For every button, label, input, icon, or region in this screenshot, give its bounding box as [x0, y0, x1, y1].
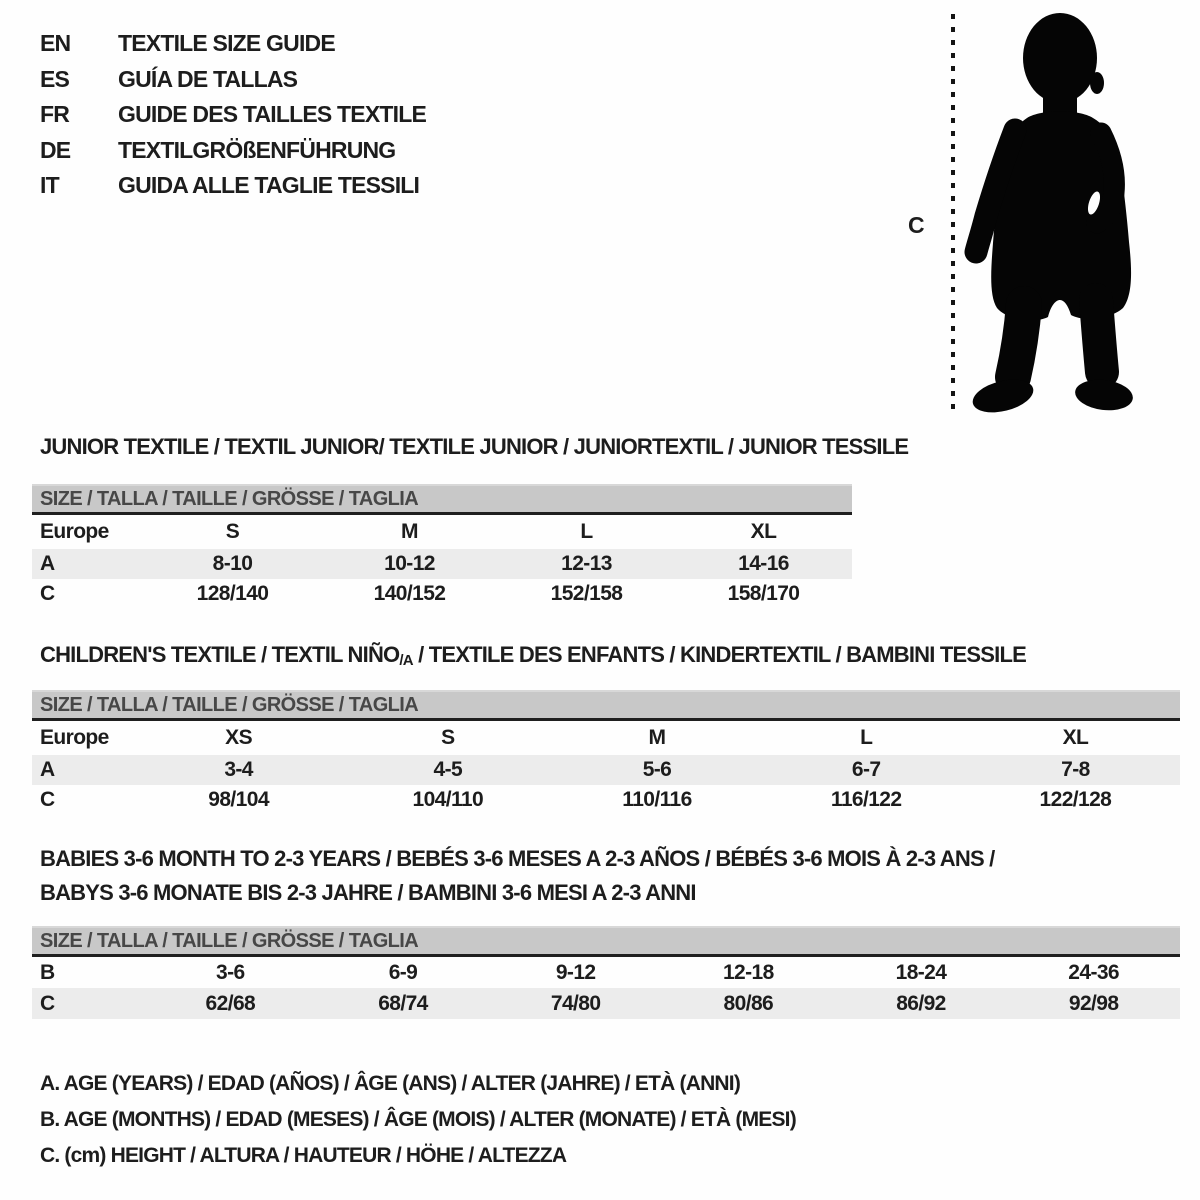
- babies-section-title-line2: BABYS 3-6 MONATE BIS 2-3 JAHRE / BAMBINI 3-6 MESI A 2-3 ANNI: [40, 880, 696, 905]
- size-header-bar: SIZE / TALLA / TAILLE / GRÖSSE / TAGLIA: [32, 690, 1180, 721]
- table-cell: 158/170: [727, 582, 800, 605]
- size-column: S: [225, 520, 240, 543]
- table-cell: 128/140: [196, 582, 269, 605]
- language-row: [40, 26, 426, 62]
- children-title-pre: CHILDREN'S TEXTILE / TEXTIL NIÑO: [40, 642, 400, 667]
- size-column: XS: [225, 726, 252, 749]
- table-cell: 152/158: [550, 582, 623, 605]
- region-label: Europe: [40, 726, 109, 749]
- table-header-row: [32, 515, 852, 549]
- table-cell: 3-4: [224, 758, 253, 781]
- size-column: S: [441, 726, 455, 749]
- table-cell: 6-7: [851, 758, 881, 781]
- language-title: GUIDA ALLE TAGLIE TESSILI: [118, 172, 420, 199]
- size-column: XL: [750, 520, 777, 543]
- table-cell: 140/152: [373, 582, 446, 605]
- table-header-row: [32, 721, 1180, 755]
- language-code: FR: [40, 101, 70, 128]
- table-cell: 6-9: [388, 960, 418, 984]
- language-title: GUIDE DES TAILLES TEXTILE: [118, 101, 426, 128]
- table-cell: 7-8: [1061, 758, 1090, 781]
- size-column: M: [648, 726, 666, 749]
- table-cell: 74/80: [550, 991, 601, 1015]
- table-cell: 80/86: [723, 991, 774, 1015]
- table-cell: 122/128: [1039, 788, 1112, 811]
- language-title-list: [40, 26, 426, 204]
- language-code: IT: [40, 172, 59, 199]
- table-cell: 3-6: [216, 960, 245, 984]
- language-title: TEXTILGRÖßENFÜHRUNG: [118, 136, 396, 163]
- table-cell: 12-13: [561, 552, 612, 575]
- table-cell: 92/98: [1068, 991, 1119, 1015]
- size-header-bar: SIZE / TALLA / TAILLE / GRÖSSE / TAGLIA: [32, 484, 852, 515]
- region-label: Europe: [40, 520, 109, 543]
- row-label: C: [40, 991, 55, 1015]
- row-label: A: [40, 552, 55, 575]
- language-title: GUÍA DE TALLAS: [118, 65, 298, 92]
- junior-size-table: [32, 484, 852, 609]
- row-label: C: [40, 788, 55, 811]
- row-label: B: [40, 960, 55, 984]
- language-code: EN: [40, 30, 71, 57]
- language-row: [40, 62, 426, 98]
- table-cell: 110/116: [622, 788, 692, 811]
- table-cell: 24-36: [1068, 960, 1120, 984]
- table-cell: 18-24: [895, 960, 947, 984]
- footnote-age-years: A. AGE (YEARS) / EDAD (AÑOS) / ÂGE (ANS) / ALTER (JAHRE) / ETÀ (ANNI): [40, 1072, 741, 1095]
- toddler-silhouette-shape: [969, 13, 1134, 414]
- toddler-silhouette-icon: [948, 6, 1158, 414]
- table-cell: 62/68: [205, 991, 256, 1015]
- language-row: [40, 133, 426, 169]
- table-row: [32, 755, 1180, 785]
- children-size-table: [32, 690, 1180, 815]
- table-cell: 104/110: [412, 788, 484, 811]
- footnote-height-cm: C. (cm) HEIGHT / ALTURA / HAUTEUR / HÖHE / ALTEZZA: [40, 1144, 567, 1167]
- table-cell: 5-6: [642, 758, 672, 781]
- table-cell: 10-12: [384, 552, 435, 575]
- table-cell: 98/104: [208, 788, 269, 811]
- row-label: A: [40, 758, 55, 781]
- size-column: L: [860, 726, 873, 749]
- table-cell: 86/92: [896, 991, 946, 1015]
- table-cell: 14-16: [738, 552, 789, 575]
- table-cell: 8-10: [212, 552, 253, 575]
- babies-size-table: [32, 926, 1180, 1019]
- table-cell: 116/122: [830, 788, 902, 811]
- babies-section-title-line1: BABIES 3-6 MONTH TO 2-3 YEARS / BEBÉS 3-6 MESES A 2-3 AÑOS / BÉBÉS 3-6 MOIS À 2-3 ANS /: [40, 846, 995, 871]
- table-cell: 4-5: [433, 758, 463, 781]
- table-cell: 68/74: [378, 991, 428, 1015]
- language-row: [40, 168, 426, 204]
- table-cell: 9-12: [555, 960, 596, 984]
- legend-footnotes: [40, 1066, 796, 1174]
- table-row: [32, 579, 852, 609]
- language-code: ES: [40, 65, 70, 92]
- table-row: [32, 957, 1180, 988]
- children-section-title: [40, 642, 1026, 669]
- table-row: [32, 785, 1180, 815]
- size-column: XL: [1062, 726, 1089, 749]
- children-title-sub: /A: [399, 652, 413, 669]
- children-title-post: / TEXTILE DES ENFANTS / KINDERTEXTIL / BAMBINI TESSILE: [412, 642, 1026, 667]
- table-row: [32, 549, 852, 579]
- height-marker-label: C: [908, 212, 925, 238]
- language-code: DE: [40, 136, 71, 163]
- language-row: [40, 97, 426, 133]
- table-cell: 12-18: [722, 960, 774, 984]
- footnote-age-months: B. AGE (MONTHS) / EDAD (MESES) / ÂGE (MOIS) / ALTER (MONATE) / ETÀ (MESI): [40, 1108, 796, 1131]
- size-column: M: [401, 520, 418, 543]
- size-header-bar: SIZE / TALLA / TAILLE / GRÖSSE / TAGLIA: [32, 926, 1180, 957]
- language-title: TEXTILE SIZE GUIDE: [118, 30, 335, 57]
- junior-section-title: JUNIOR TEXTILE / TEXTIL JUNIOR/ TEXTILE JUNIOR / JUNIORTEXTIL / JUNIOR TESSILE: [40, 434, 909, 459]
- table-row: [32, 988, 1180, 1019]
- row-label: C: [40, 582, 55, 605]
- size-column: L: [580, 520, 593, 543]
